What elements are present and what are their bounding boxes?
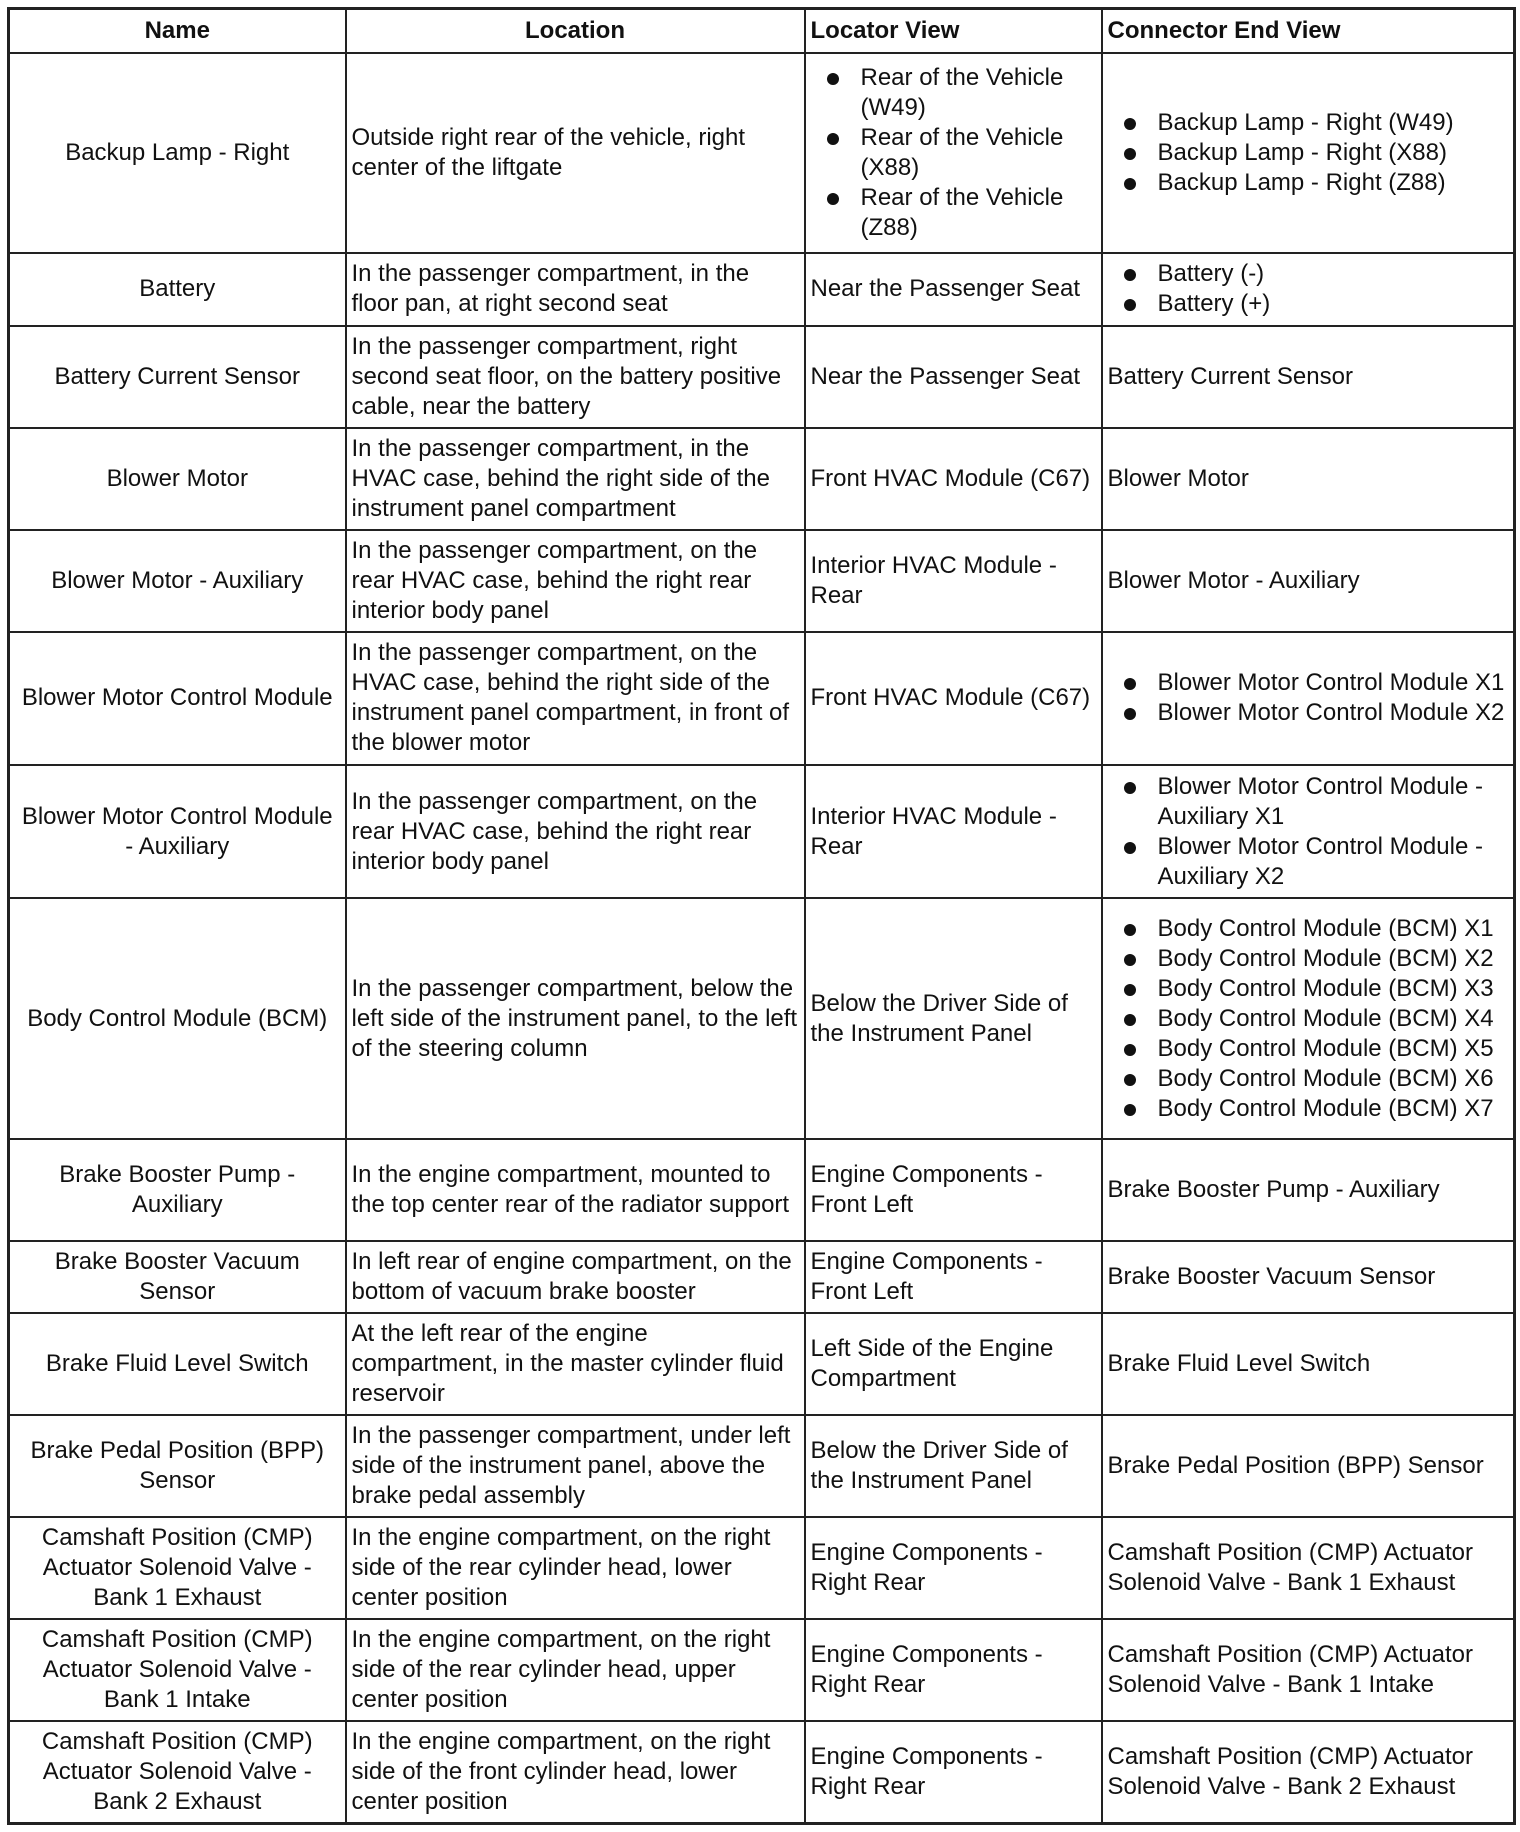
- cell-connector-end-view: [1102, 253, 1515, 326]
- cell-location: In the passenger compartment, in the HVAC case, behind the right side of the instrument panel compartment: [346, 428, 805, 530]
- cell-name: Brake Fluid Level Switch: [9, 1313, 346, 1415]
- cell-location: In left rear of engine compartment, on the bottom of vacuum brake booster: [346, 1241, 805, 1314]
- cell-location: In the passenger compartment, on the rear HVAC case, behind the right rear interior body panel: [346, 765, 805, 898]
- connector-list-item: Battery (-): [1108, 259, 1509, 289]
- cell-location: In the passenger compartment, on the rear HVAC case, behind the right rear interior body panel: [346, 530, 805, 632]
- connector-list-item: Blower Motor Control Module - Auxiliary X2: [1108, 832, 1509, 892]
- connector-list: [1108, 108, 1509, 198]
- table-row: [9, 1313, 1515, 1415]
- connector-list-item: Blower Motor Control Module X1: [1108, 668, 1509, 698]
- cell-name: Brake Booster Pump - Auxiliary: [9, 1139, 346, 1241]
- cell-connector-end-view: [1102, 765, 1515, 898]
- cell-location: In the passenger compartment, below the left side of the instrument panel, to the left of the steering column: [346, 898, 805, 1138]
- cell-name: Brake Booster Vacuum Sensor: [9, 1241, 346, 1314]
- cell-connector-end-view: [1102, 632, 1515, 765]
- cell-locator-view: Front HVAC Module (C67): [805, 632, 1102, 765]
- cell-connector-end-view: Blower Motor: [1102, 428, 1515, 530]
- component-locator-table: [7, 7, 1516, 1825]
- connector-list-item: Blower Motor Control Module X2: [1108, 698, 1509, 728]
- component-locator-table-wrapper: [7, 7, 1513, 1825]
- table-row: [9, 1619, 1515, 1721]
- cell-connector-end-view: Brake Booster Pump - Auxiliary: [1102, 1139, 1515, 1241]
- connector-list: [1108, 259, 1509, 319]
- cell-name: Blower Motor Control Module: [9, 632, 346, 765]
- table-row: [9, 898, 1515, 1138]
- cell-name: Brake Pedal Position (BPP) Sensor: [9, 1415, 346, 1517]
- cell-location: At the left rear of the engine compartment, in the master cylinder fluid reservoir: [346, 1313, 805, 1415]
- cell-locator-view: Interior HVAC Module - Rear: [805, 530, 1102, 632]
- connector-list-item: Body Control Module (BCM) X1: [1108, 914, 1509, 944]
- cell-locator-view: Near the Passenger Seat: [805, 326, 1102, 428]
- table-row: [9, 530, 1515, 632]
- connector-list-item: Backup Lamp - Right (W49): [1108, 108, 1509, 138]
- locator-view-list-item: Rear of the Vehicle (W49): [811, 63, 1096, 123]
- cell-location: In the engine compartment, mounted to the top center rear of the radiator support: [346, 1139, 805, 1241]
- connector-list-item: Body Control Module (BCM) X7: [1108, 1094, 1509, 1124]
- cell-locator-view: Engine Components - Front Left: [805, 1139, 1102, 1241]
- cell-locator-view: Below the Driver Side of the Instrument Panel: [805, 1415, 1102, 1517]
- table-row: [9, 1721, 1515, 1823]
- table-row: [9, 1241, 1515, 1314]
- cell-locator-view: [805, 53, 1102, 253]
- cell-connector-end-view: Camshaft Position (CMP) Actuator Solenoid Valve - Bank 1 Exhaust: [1102, 1517, 1515, 1619]
- cell-location: In the passenger compartment, under left side of the instrument panel, above the brake pedal assembly: [346, 1415, 805, 1517]
- locator-view-list-item: Rear of the Vehicle (X88): [811, 123, 1096, 183]
- cell-name: Blower Motor Control Module - Auxiliary: [9, 765, 346, 898]
- cell-name: Body Control Module (BCM): [9, 898, 346, 1138]
- connector-list: [1108, 668, 1509, 728]
- column-header-locator-view: Locator View: [805, 9, 1102, 54]
- cell-name: Camshaft Position (CMP) Actuator Solenoid Valve - Bank 1 Exhaust: [9, 1517, 346, 1619]
- cell-location: Outside right rear of the vehicle, right center of the liftgate: [346, 53, 805, 253]
- table-row: [9, 765, 1515, 898]
- column-header-name: Name: [9, 9, 346, 54]
- cell-locator-view: Front HVAC Module (C67): [805, 428, 1102, 530]
- cell-connector-end-view: Camshaft Position (CMP) Actuator Solenoid Valve - Bank 2 Exhaust: [1102, 1721, 1515, 1823]
- cell-location: In the engine compartment, on the right side of the rear cylinder head, lower center position: [346, 1517, 805, 1619]
- connector-list-item: Battery (+): [1108, 289, 1509, 319]
- cell-name: Backup Lamp - Right: [9, 53, 346, 253]
- table-header-row: [9, 9, 1515, 54]
- cell-connector-end-view: [1102, 53, 1515, 253]
- cell-connector-end-view: [1102, 898, 1515, 1138]
- connector-list-item: Body Control Module (BCM) X6: [1108, 1064, 1509, 1094]
- cell-connector-end-view: Brake Pedal Position (BPP) Sensor: [1102, 1415, 1515, 1517]
- cell-locator-view: Below the Driver Side of the Instrument Panel: [805, 898, 1102, 1138]
- cell-connector-end-view: Camshaft Position (CMP) Actuator Solenoid Valve - Bank 1 Intake: [1102, 1619, 1515, 1721]
- table-row: [9, 632, 1515, 765]
- table-row: [9, 428, 1515, 530]
- cell-name: Camshaft Position (CMP) Actuator Solenoid Valve - Bank 1 Intake: [9, 1619, 346, 1721]
- connector-list-item: Body Control Module (BCM) X4: [1108, 1004, 1509, 1034]
- cell-name: Camshaft Position (CMP) Actuator Solenoid Valve - Bank 2 Exhaust: [9, 1721, 346, 1823]
- cell-location: In the engine compartment, on the right side of the rear cylinder head, upper center position: [346, 1619, 805, 1721]
- connector-list-item: Body Control Module (BCM) X2: [1108, 944, 1509, 974]
- table-row: [9, 53, 1515, 253]
- cell-connector-end-view: Brake Booster Vacuum Sensor: [1102, 1241, 1515, 1314]
- cell-name: Battery: [9, 253, 346, 326]
- cell-location: In the passenger compartment, in the floor pan, at right second seat: [346, 253, 805, 326]
- connector-list-item: Body Control Module (BCM) X5: [1108, 1034, 1509, 1064]
- cell-location: In the passenger compartment, right second seat floor, on the battery positive cable, near the battery: [346, 326, 805, 428]
- cell-locator-view: Near the Passenger Seat: [805, 253, 1102, 326]
- connector-list: [1108, 772, 1509, 892]
- cell-locator-view: Interior HVAC Module - Rear: [805, 765, 1102, 898]
- table-row: [9, 1517, 1515, 1619]
- cell-locator-view: Engine Components - Right Rear: [805, 1721, 1102, 1823]
- table-row: [9, 1139, 1515, 1241]
- cell-name: Blower Motor: [9, 428, 346, 530]
- cell-locator-view: Engine Components - Right Rear: [805, 1619, 1102, 1721]
- cell-locator-view: Left Side of the Engine Compartment: [805, 1313, 1102, 1415]
- cell-location: In the passenger compartment, on the HVAC case, behind the right side of the instrument panel compartment, in front of the blower motor: [346, 632, 805, 765]
- cell-name: Battery Current Sensor: [9, 326, 346, 428]
- connector-list-item: Backup Lamp - Right (X88): [1108, 138, 1509, 168]
- cell-location: In the engine compartment, on the right side of the front cylinder head, lower center position: [346, 1721, 805, 1823]
- cell-name: Blower Motor - Auxiliary: [9, 530, 346, 632]
- connector-list-item: Blower Motor Control Module - Auxiliary X1: [1108, 772, 1509, 832]
- column-header-connector-end-view: Connector End View: [1102, 9, 1515, 54]
- column-header-location: Location: [346, 9, 805, 54]
- cell-locator-view: Engine Components - Right Rear: [805, 1517, 1102, 1619]
- table-body: [9, 53, 1515, 1824]
- locator-view-list: [811, 63, 1096, 243]
- cell-connector-end-view: Blower Motor - Auxiliary: [1102, 530, 1515, 632]
- cell-connector-end-view: Battery Current Sensor: [1102, 326, 1515, 428]
- table-row: [9, 253, 1515, 326]
- connector-list-item: Body Control Module (BCM) X3: [1108, 974, 1509, 1004]
- connector-list-item: Backup Lamp - Right (Z88): [1108, 168, 1509, 198]
- table-row: [9, 326, 1515, 428]
- cell-locator-view: Engine Components - Front Left: [805, 1241, 1102, 1314]
- table-row: [9, 1415, 1515, 1517]
- connector-list: [1108, 914, 1509, 1124]
- cell-connector-end-view: Brake Fluid Level Switch: [1102, 1313, 1515, 1415]
- locator-view-list-item: Rear of the Vehicle (Z88): [811, 183, 1096, 243]
